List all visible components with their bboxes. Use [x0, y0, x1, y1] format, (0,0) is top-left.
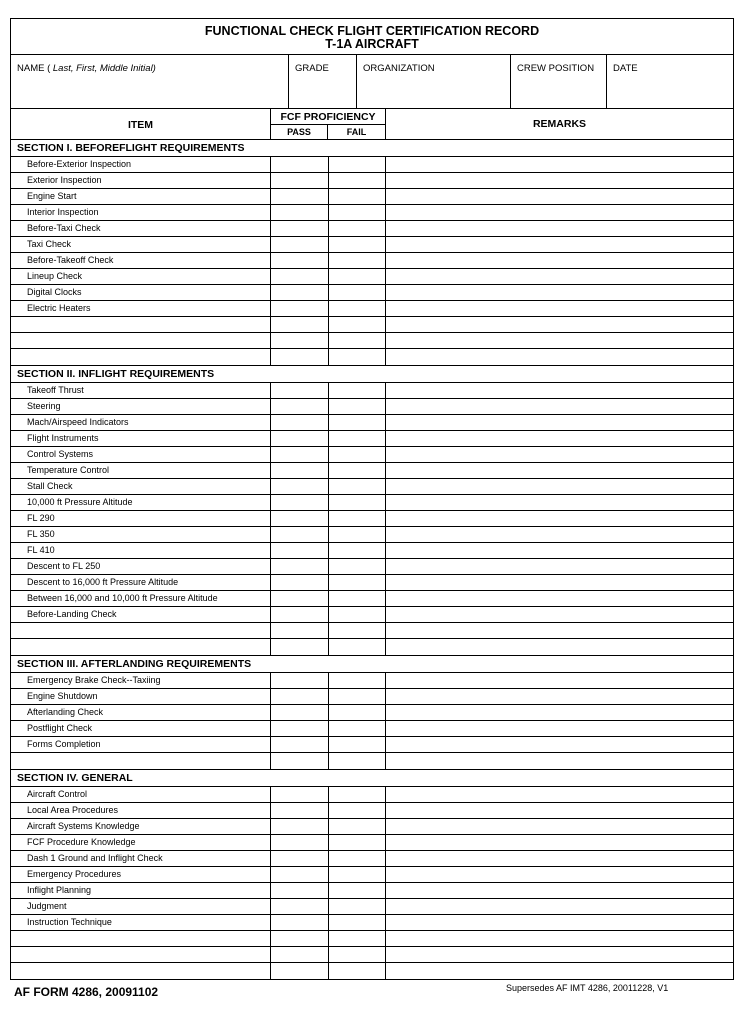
pass-cell[interactable]	[271, 559, 329, 574]
item-cell: Emergency Procedures	[11, 867, 271, 882]
item-cell: Steering	[11, 399, 271, 414]
table-row	[11, 543, 733, 559]
item-cell: Interior Inspection	[11, 205, 271, 220]
table-row	[11, 753, 733, 769]
item-cell: Instruction Technique	[11, 915, 271, 930]
pass-cell[interactable]	[271, 899, 329, 914]
form-number: AF FORM 4286, 20091102	[14, 985, 159, 999]
remarks-cell[interactable]	[386, 431, 733, 446]
fail-cell[interactable]	[329, 189, 386, 204]
pass-cell[interactable]	[271, 689, 329, 704]
fail-cell[interactable]	[329, 915, 386, 930]
fail-cell[interactable]	[329, 285, 386, 300]
pass-cell[interactable]	[271, 607, 329, 622]
pass-cell[interactable]	[271, 447, 329, 462]
remarks-cell[interactable]	[386, 269, 733, 284]
fail-cell[interactable]	[329, 237, 386, 252]
fail-cell[interactable]	[329, 317, 386, 332]
item-cell: Inflight Planning	[11, 883, 271, 898]
item-cell: Descent to FL 250	[11, 559, 271, 574]
section-title: SECTION I. BEFOREFLIGHT REQUIREMENTS	[11, 140, 733, 157]
pass-cell[interactable]	[271, 835, 329, 850]
pass-cell[interactable]	[271, 721, 329, 736]
pass-cell[interactable]	[271, 883, 329, 898]
pass-cell[interactable]	[271, 237, 329, 252]
pass-cell[interactable]	[271, 399, 329, 414]
remarks-cell[interactable]	[386, 317, 733, 332]
form-subtitle: T-1A AIRCRAFT	[325, 37, 419, 51]
pass-cell[interactable]	[271, 157, 329, 172]
fail-cell[interactable]	[329, 623, 386, 638]
pass-cell[interactable]	[271, 317, 329, 332]
fail-cell[interactable]	[329, 803, 386, 818]
item-cell: Engine Start	[11, 189, 271, 204]
pass-cell[interactable]	[271, 915, 329, 930]
remarks-cell[interactable]	[386, 301, 733, 316]
item-cell: Engine Shutdown	[11, 689, 271, 704]
item-cell: 10,000 ft Pressure Altitude	[11, 495, 271, 510]
section-3	[11, 656, 733, 770]
remarks-cell[interactable]	[386, 479, 733, 494]
remarks-cell[interactable]	[386, 447, 733, 462]
item-cell: Digital Clocks	[11, 285, 271, 300]
pass-cell[interactable]	[271, 931, 329, 946]
remarks-cell[interactable]	[386, 689, 733, 704]
remarks-cell[interactable]	[386, 819, 733, 834]
pass-cell[interactable]	[271, 285, 329, 300]
fail-cell[interactable]	[329, 591, 386, 606]
pass-cell[interactable]	[271, 173, 329, 188]
section-4	[11, 770, 733, 979]
table-row	[11, 591, 733, 607]
grade-label: GRADE	[295, 63, 329, 74]
fail-cell[interactable]	[329, 221, 386, 236]
item-cell	[11, 963, 271, 979]
remarks-cell[interactable]	[386, 607, 733, 622]
item-cell: Local Area Procedures	[11, 803, 271, 818]
table-row	[11, 157, 733, 173]
section-title: SECTION IV. GENERAL	[11, 770, 733, 787]
table-row	[11, 575, 733, 591]
fail-cell[interactable]	[329, 415, 386, 430]
remarks-cell[interactable]	[386, 333, 733, 348]
table-row	[11, 899, 733, 915]
name-label: NAME (	[17, 63, 51, 74]
table-row	[11, 559, 733, 575]
organization-label: ORGANIZATION	[363, 63, 435, 74]
fcf-proficiency-label: FCF PROFICIENCY	[271, 109, 385, 125]
item-cell: Judgment	[11, 899, 271, 914]
pass-cell[interactable]	[271, 753, 329, 769]
form-title-block	[11, 19, 733, 55]
remarks-cell[interactable]	[386, 173, 733, 188]
remarks-cell[interactable]	[386, 559, 733, 574]
table-row	[11, 947, 733, 963]
item-cell: Temperature Control	[11, 463, 271, 478]
date-label: DATE	[613, 63, 638, 74]
table-row	[11, 317, 733, 333]
fail-cell[interactable]	[329, 431, 386, 446]
table-row	[11, 851, 733, 867]
fail-cell[interactable]	[329, 269, 386, 284]
crew-position-field[interactable]	[511, 55, 607, 108]
fail-cell[interactable]	[329, 607, 386, 622]
remarks-cell[interactable]	[386, 947, 733, 962]
item-cell: Mach/Airspeed Indicators	[11, 415, 271, 430]
pass-cell[interactable]	[271, 851, 329, 866]
table-row	[11, 915, 733, 931]
item-cell: FL 410	[11, 543, 271, 558]
fail-cell[interactable]	[329, 947, 386, 962]
fail-cell[interactable]	[329, 963, 386, 979]
fail-cell[interactable]	[329, 673, 386, 688]
table-row	[11, 705, 733, 721]
remarks-cell[interactable]	[386, 851, 733, 866]
table-row	[11, 689, 733, 705]
remarks-cell[interactable]	[386, 899, 733, 914]
table-row	[11, 495, 733, 511]
fail-cell[interactable]	[329, 399, 386, 414]
remarks-cell[interactable]	[386, 543, 733, 558]
section-title: SECTION II. INFLIGHT REQUIREMENTS	[11, 366, 733, 383]
table-row	[11, 931, 733, 947]
remarks-cell[interactable]	[386, 639, 733, 655]
date-field[interactable]	[607, 55, 733, 108]
fail-cell[interactable]	[329, 867, 386, 882]
pass-cell[interactable]	[271, 787, 329, 802]
fail-cell[interactable]	[329, 301, 386, 316]
remarks-cell[interactable]	[386, 673, 733, 688]
fail-cell[interactable]	[329, 527, 386, 542]
item-cell: FL 350	[11, 527, 271, 542]
form-title: FUNCTIONAL CHECK FLIGHT CERTIFICATION RECORD	[204, 24, 540, 38]
remarks-cell[interactable]	[386, 883, 733, 898]
pass-cell[interactable]	[271, 301, 329, 316]
pass-cell[interactable]	[271, 479, 329, 494]
fail-cell[interactable]	[329, 511, 386, 526]
item-cell	[11, 333, 271, 348]
item-cell: Emergency Brake Check--Taxiing	[11, 673, 271, 688]
table-row	[11, 819, 733, 835]
pass-cell[interactable]	[271, 575, 329, 590]
remarks-cell[interactable]	[386, 205, 733, 220]
name-field[interactable]	[11, 55, 289, 108]
table-row	[11, 447, 733, 463]
item-cell	[11, 623, 271, 638]
item-column-header: ITEM	[11, 109, 271, 139]
remarks-cell[interactable]	[386, 915, 733, 930]
item-cell: Stall Check	[11, 479, 271, 494]
section-2	[11, 366, 733, 656]
table-row	[11, 173, 733, 189]
item-cell	[11, 753, 271, 769]
table-row	[11, 883, 733, 899]
pass-cell[interactable]	[271, 527, 329, 542]
organization-field[interactable]	[357, 55, 511, 108]
item-cell: Descent to 16,000 ft Pressure Altitude	[11, 575, 271, 590]
table-row	[11, 253, 733, 269]
pass-cell[interactable]	[271, 511, 329, 526]
fcf-proficiency-header	[271, 109, 386, 139]
remarks-cell[interactable]	[386, 157, 733, 172]
item-cell: Before-Taxi Check	[11, 221, 271, 236]
fail-cell[interactable]	[329, 787, 386, 802]
fail-cell[interactable]	[329, 737, 386, 752]
fail-cell[interactable]	[329, 851, 386, 866]
table-row	[11, 463, 733, 479]
table-row	[11, 301, 733, 317]
pass-cell[interactable]	[271, 253, 329, 268]
item-cell: Forms Completion	[11, 737, 271, 752]
remarks-cell[interactable]	[386, 591, 733, 606]
fail-column-header: FAIL	[346, 127, 367, 137]
table-row	[11, 269, 733, 285]
remarks-cell[interactable]	[386, 463, 733, 478]
table-row	[11, 867, 733, 883]
pass-cell[interactable]	[271, 269, 329, 284]
pass-cell[interactable]	[271, 431, 329, 446]
name-hint: Last, First, Middle Initial)	[52, 63, 156, 74]
remarks-cell[interactable]	[386, 705, 733, 720]
remarks-cell[interactable]	[386, 963, 733, 979]
personal-info-row	[11, 55, 733, 109]
pass-cell[interactable]	[271, 415, 329, 430]
item-cell: Aircraft Systems Knowledge	[11, 819, 271, 834]
fail-cell[interactable]	[329, 333, 386, 348]
table-row	[11, 399, 733, 415]
sections-container	[11, 140, 733, 979]
pass-cell[interactable]	[271, 205, 329, 220]
table-row	[11, 835, 733, 851]
remarks-cell[interactable]	[386, 221, 733, 236]
table-row	[11, 803, 733, 819]
remarks-cell[interactable]	[386, 575, 733, 590]
pass-cell[interactable]	[271, 495, 329, 510]
pass-cell[interactable]	[271, 591, 329, 606]
table-row	[11, 787, 733, 803]
pass-cell[interactable]	[271, 349, 329, 365]
fail-cell[interactable]	[329, 639, 386, 655]
item-cell	[11, 639, 271, 655]
table-row	[11, 285, 733, 301]
table-row	[11, 383, 733, 399]
item-cell: FCF Procedure Knowledge	[11, 835, 271, 850]
fcf-certification-form	[10, 18, 734, 980]
item-cell: Dash 1 Ground and Inflight Check	[11, 851, 271, 866]
remarks-cell[interactable]	[386, 931, 733, 946]
remarks-cell[interactable]	[386, 253, 733, 268]
remarks-cell[interactable]	[386, 737, 733, 752]
table-row	[11, 511, 733, 527]
pass-cell[interactable]	[271, 543, 329, 558]
item-cell	[11, 947, 271, 962]
fail-cell[interactable]	[329, 495, 386, 510]
item-cell	[11, 349, 271, 365]
item-cell	[11, 931, 271, 946]
remarks-cell[interactable]	[386, 787, 733, 802]
table-row	[11, 527, 733, 543]
pass-column-header: PASS	[271, 125, 328, 139]
fail-cell[interactable]	[329, 705, 386, 720]
table-row	[11, 333, 733, 349]
item-cell: Aircraft Control	[11, 787, 271, 802]
pass-cell[interactable]	[271, 383, 329, 398]
column-header-row	[11, 109, 733, 140]
pass-cell[interactable]	[271, 803, 329, 818]
pass-cell[interactable]	[271, 867, 329, 882]
table-row	[11, 721, 733, 737]
fail-cell[interactable]	[329, 835, 386, 850]
remarks-cell[interactable]	[386, 189, 733, 204]
pass-cell[interactable]	[271, 189, 329, 204]
item-cell: Electric Heaters	[11, 301, 271, 316]
remarks-cell[interactable]	[386, 495, 733, 510]
table-row	[11, 221, 733, 237]
item-cell: Exterior Inspection	[11, 173, 271, 188]
table-row	[11, 431, 733, 447]
pass-cell[interactable]	[271, 947, 329, 962]
pass-cell[interactable]	[271, 737, 329, 752]
table-row	[11, 205, 733, 221]
table-row	[11, 415, 733, 431]
table-row	[11, 623, 733, 639]
item-cell: Afterlanding Check	[11, 705, 271, 720]
remarks-cell[interactable]	[386, 867, 733, 882]
pass-cell[interactable]	[271, 963, 329, 979]
remarks-cell[interactable]	[386, 383, 733, 398]
pass-cell[interactable]	[271, 673, 329, 688]
remarks-cell[interactable]	[386, 527, 733, 542]
grade-field[interactable]	[289, 55, 357, 108]
fail-cell[interactable]	[329, 753, 386, 769]
remarks-cell[interactable]	[386, 399, 733, 414]
item-cell: Before-Takeoff Check	[11, 253, 271, 268]
pass-cell[interactable]	[271, 639, 329, 655]
fail-cell[interactable]	[329, 253, 386, 268]
remarks-cell[interactable]	[386, 623, 733, 638]
remarks-cell[interactable]	[386, 415, 733, 430]
table-row	[11, 963, 733, 979]
fail-cell[interactable]	[329, 543, 386, 558]
item-cell: Before-Landing Check	[11, 607, 271, 622]
item-cell: Between 16,000 and 10,000 ft Pressure Altitude	[11, 591, 271, 606]
remarks-cell[interactable]	[386, 511, 733, 526]
fail-cell[interactable]	[329, 559, 386, 574]
section-title: SECTION III. AFTERLANDING REQUIREMENTS	[11, 656, 733, 673]
table-row	[11, 607, 733, 623]
table-row	[11, 639, 733, 655]
fail-cell[interactable]	[329, 721, 386, 736]
item-cell: Postflight Check	[11, 721, 271, 736]
pass-cell[interactable]	[271, 705, 329, 720]
crew-position-label: CREW POSITION	[517, 63, 595, 74]
pass-cell[interactable]	[271, 333, 329, 348]
fail-cell[interactable]	[329, 463, 386, 478]
fail-cell[interactable]	[329, 931, 386, 946]
item-cell: Takeoff Thrust	[11, 383, 271, 398]
item-cell: Control Systems	[11, 447, 271, 462]
fail-cell[interactable]	[329, 819, 386, 834]
remarks-cell[interactable]	[386, 285, 733, 300]
pass-cell[interactable]	[271, 819, 329, 834]
supersedes-note: Supersedes AF IMT 4286, 20011228, V1	[506, 983, 669, 993]
fail-cell[interactable]	[329, 349, 386, 365]
pass-cell[interactable]	[271, 463, 329, 478]
remarks-cell[interactable]	[386, 803, 733, 818]
remarks-cell[interactable]	[386, 237, 733, 252]
fail-cell[interactable]	[329, 899, 386, 914]
table-row	[11, 349, 733, 365]
item-cell: Lineup Check	[11, 269, 271, 284]
table-row	[11, 237, 733, 253]
section-1	[11, 140, 733, 366]
table-row	[11, 673, 733, 689]
remarks-column-header: REMARKS	[532, 118, 587, 130]
pass-cell[interactable]	[271, 221, 329, 236]
fail-cell[interactable]	[329, 173, 386, 188]
item-cell: FL 290	[11, 511, 271, 526]
fail-cell[interactable]	[329, 479, 386, 494]
remarks-cell[interactable]	[386, 835, 733, 850]
pass-cell[interactable]	[271, 623, 329, 638]
table-row	[11, 479, 733, 495]
fail-cell[interactable]	[329, 447, 386, 462]
item-cell: Taxi Check	[11, 237, 271, 252]
remarks-cell[interactable]	[386, 721, 733, 736]
fail-cell[interactable]	[329, 883, 386, 898]
remarks-cell[interactable]	[386, 349, 733, 365]
fail-cell[interactable]	[329, 689, 386, 704]
table-row	[11, 189, 733, 205]
remarks-cell[interactable]	[386, 753, 733, 769]
fail-cell[interactable]	[329, 575, 386, 590]
item-cell	[11, 317, 271, 332]
fail-cell[interactable]	[329, 157, 386, 172]
item-cell: Before-Exterior Inspection	[11, 157, 271, 172]
table-row	[11, 737, 733, 753]
item-cell: Flight Instruments	[11, 431, 271, 446]
fail-cell[interactable]	[329, 383, 386, 398]
fail-cell[interactable]	[329, 205, 386, 220]
